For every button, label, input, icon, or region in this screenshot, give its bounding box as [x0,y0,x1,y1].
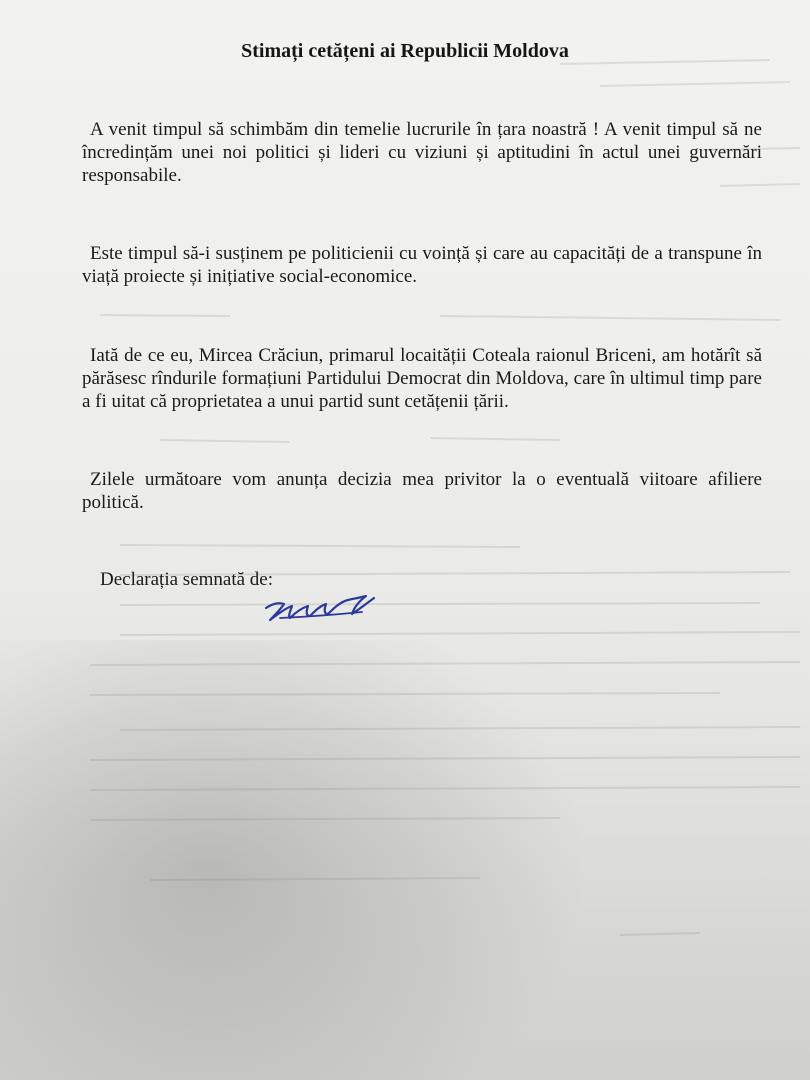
document-title: Stimați cetățeni ai Republicii Moldova [241,40,569,62]
paragraph-3: Iată de ce eu, Mircea Crăciun, primarul locaității Coteala raionul Briceni, am hotărît să părăsesc rîndurile formațiuni Partidului Democrat din Moldova, care în ultimul timp pare a fi uitat că proprietatea a unui partid sunt cetățenii țării. [82,345,762,412]
paragraph-4: Zilele următoare vom anunța decizia mea privitor la o eventuală viitoare afiliere politică. [82,469,762,513]
handwritten-signature [262,588,394,628]
paragraph-2: Este timpul să-i susținem pe politicienii cu voință și care au capacități de a transpune în viață proiecte și inițiative social-economice. [82,243,762,287]
paragraph-1: A venit timpul să schimbăm din temelie lucrurile în țara noastră ! A venit timpul să ne încredințăm unei noi politici și lideri cu viziuni și aptitudini în actul unei guvernări responsabile. [82,119,762,186]
signed-by-label: Declarația semnată de: [100,569,274,590]
photo-shadow [0,640,580,1080]
